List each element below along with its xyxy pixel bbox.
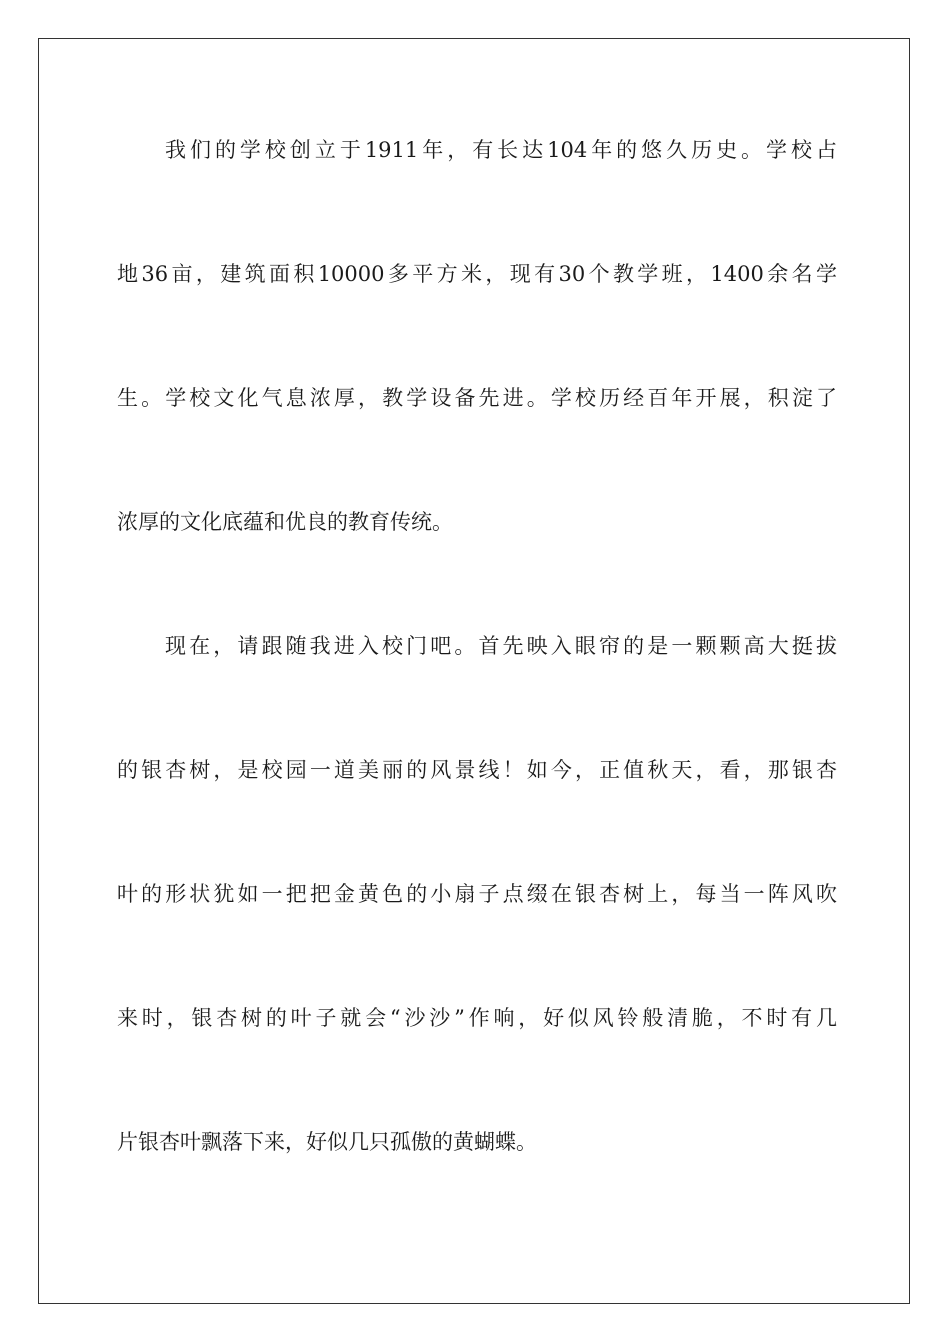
text-line: 生。学校文化气息浓厚，教学设备先进。学校历经百年开展，积淀了 <box>117 386 837 410</box>
text-line: 地36亩，建筑面积10000多平方米，现有30个教学班，1400余名学 <box>117 262 837 286</box>
page-border <box>38 38 910 1304</box>
paragraph-2-line-2 <box>117 755 837 785</box>
text-line: 片银杏叶飘落下来，好似几只孤傲的黄蝴蝶。 <box>117 1130 537 1154</box>
paragraph-2-line-4 <box>117 1003 837 1033</box>
paragraph-1-line-3 <box>117 383 837 413</box>
text-line: 现在，请跟随我进入校门吧。首先映入眼帘的是一颗颗高大挺拔 <box>165 634 837 658</box>
text-line: 我们的学校创立于1911年，有长达104年的悠久历史。学校占 <box>165 138 837 162</box>
text-line: 的银杏树，是校园一道美丽的风景线！如今，正值秋天，看，那银杏 <box>117 758 837 782</box>
paragraph-2-line-3 <box>117 879 837 909</box>
paragraph-1-line-4 <box>117 507 837 537</box>
paragraph-2-line-1 <box>117 631 837 661</box>
text-line: 来时，银杏树的叶子就会“沙沙”作响，好似风铃般清脆，不时有几 <box>117 1006 837 1030</box>
text-line: 浓厚的文化底蕴和优良的教育传统。 <box>117 510 453 534</box>
paragraph-1-line-1 <box>117 135 837 165</box>
paragraph-1-line-2 <box>117 259 837 289</box>
text-line: 叶的形状犹如一把把金黄色的小扇子点缀在银杏树上，每当一阵风吹 <box>117 882 837 906</box>
paragraph-2-line-5 <box>117 1127 837 1157</box>
